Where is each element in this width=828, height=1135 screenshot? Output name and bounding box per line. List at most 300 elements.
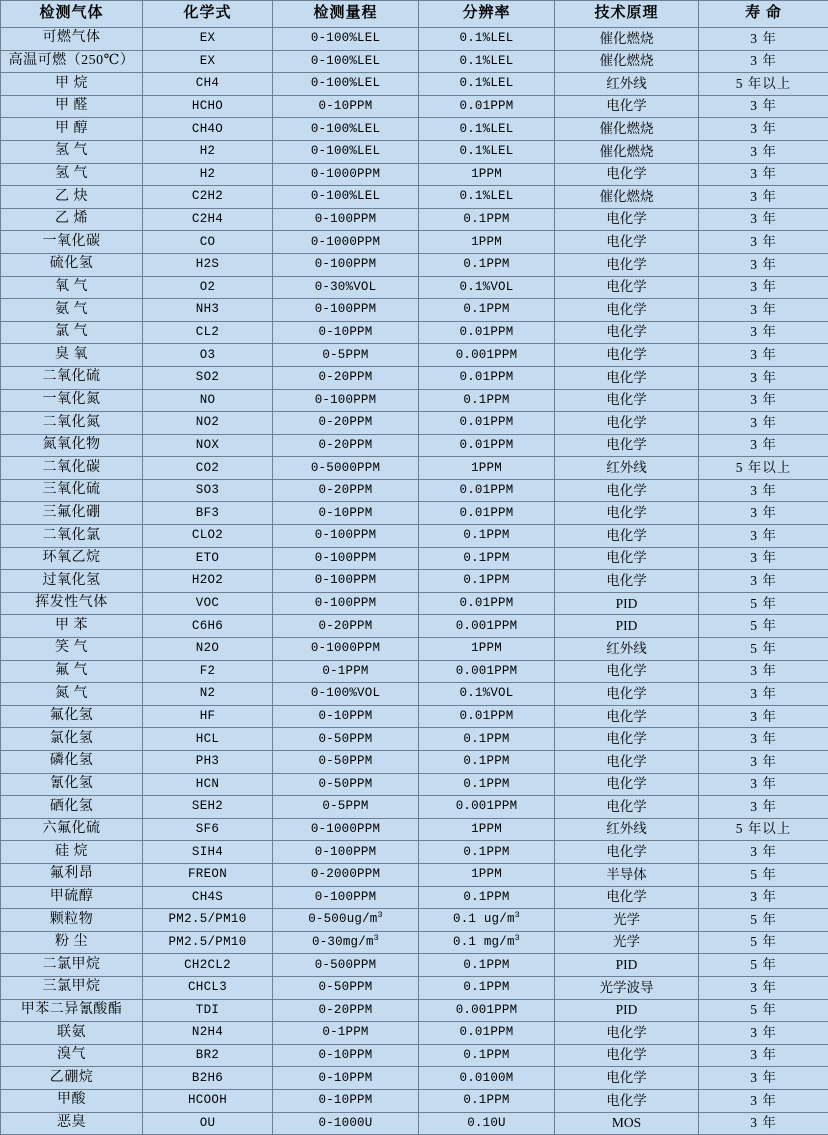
cell-resolution: 0.001PPM	[419, 660, 555, 683]
cell-technology: MOS	[555, 1112, 699, 1135]
table-row	[1, 1022, 828, 1045]
cell-resolution: 0.1PPM	[419, 773, 555, 796]
cell-formula: HCL	[143, 728, 273, 751]
cell-lifetime: 5 年以上	[699, 818, 828, 841]
cell-lifetime: 3 年	[699, 773, 828, 796]
cell-range: 0-20PPM	[273, 366, 419, 389]
cell-range: 0-50PPM	[273, 728, 419, 751]
cell-resolution: 0.01PPM	[419, 705, 555, 728]
table-row	[1, 186, 828, 209]
cell-gas: 二氯甲烷	[1, 954, 143, 977]
cell-lifetime: 3 年	[699, 479, 828, 502]
cell-technology: 半导体	[555, 863, 699, 886]
cell-gas: 三氟化硼	[1, 502, 143, 525]
cell-lifetime: 3 年	[699, 389, 828, 412]
cell-resolution: 0.1PPM	[419, 728, 555, 751]
cell-lifetime: 3 年	[699, 276, 828, 299]
cell-lifetime: 5 年	[699, 592, 828, 615]
cell-lifetime: 3 年	[699, 1089, 828, 1112]
cell-resolution: 0.001PPM	[419, 796, 555, 819]
cell-formula: CL2	[143, 321, 273, 344]
cell-range: 0-500PPM	[273, 954, 419, 977]
cell-range: 0-100PPM	[273, 886, 419, 909]
cell-formula: SEH2	[143, 796, 273, 819]
cell-resolution: 1PPM	[419, 231, 555, 254]
cell-resolution: 0.1PPM	[419, 841, 555, 864]
cell-formula: EX	[143, 50, 273, 73]
cell-formula: BR2	[143, 1044, 273, 1067]
cell-gas: 臭 氧	[1, 344, 143, 367]
cell-resolution: 0.1%LEL	[419, 28, 555, 51]
cell-formula: CH4	[143, 73, 273, 96]
table-row	[1, 728, 828, 751]
column-header-resolution: 分辨率	[419, 1, 555, 28]
table-row	[1, 999, 828, 1022]
table-row	[1, 660, 828, 683]
cell-lifetime: 3 年	[699, 751, 828, 774]
cell-lifetime: 3 年	[699, 163, 828, 186]
cell-lifetime: 5 年	[699, 931, 828, 954]
cell-lifetime: 3 年	[699, 28, 828, 51]
cell-formula: HCHO	[143, 95, 273, 118]
cell-resolution: 0.1%VOL	[419, 276, 555, 299]
cell-lifetime: 3 年	[699, 299, 828, 322]
cell-lifetime: 3 年	[699, 231, 828, 254]
cell-formula: CH2CL2	[143, 954, 273, 977]
cell-technology: 电化学	[555, 705, 699, 728]
table-row	[1, 796, 828, 819]
table-row	[1, 547, 828, 570]
cell-gas: 氮 气	[1, 683, 143, 706]
table-row	[1, 434, 828, 457]
cell-resolution: 0.1PPM	[419, 1089, 555, 1112]
cell-gas: 环氧乙烷	[1, 547, 143, 570]
cell-range: 0-100%LEL	[273, 118, 419, 141]
cell-lifetime: 3 年	[699, 502, 828, 525]
table-row	[1, 73, 828, 96]
cell-resolution: 0.001PPM	[419, 344, 555, 367]
cell-formula: O3	[143, 344, 273, 367]
table-row	[1, 570, 828, 593]
cell-range: 0-20PPM	[273, 479, 419, 502]
cell-technology: 电化学	[555, 502, 699, 525]
cell-gas: 氰化氢	[1, 773, 143, 796]
cell-resolution: 1PPM	[419, 638, 555, 661]
cell-range: 0-100PPM	[273, 525, 419, 548]
cell-technology: 电化学	[555, 231, 699, 254]
cell-range: 0-1000PPM	[273, 818, 419, 841]
cell-range: 0-100PPM	[273, 208, 419, 231]
cell-formula: HF	[143, 705, 273, 728]
cell-range: 0-1000PPM	[273, 163, 419, 186]
cell-range: 0-1000PPM	[273, 231, 419, 254]
column-header-range: 检测量程	[273, 1, 419, 28]
column-header-technology: 技术原理	[555, 1, 699, 28]
cell-range: 0-50PPM	[273, 773, 419, 796]
cell-resolution: 0.01PPM	[419, 434, 555, 457]
cell-gas: 乙 炔	[1, 186, 143, 209]
cell-formula: TDI	[143, 999, 273, 1022]
table-row	[1, 50, 828, 73]
cell-lifetime: 3 年	[699, 841, 828, 864]
cell-formula: CHCL3	[143, 976, 273, 999]
cell-gas: 乙 烯	[1, 208, 143, 231]
cell-gas: 联氨	[1, 1022, 143, 1045]
cell-resolution: 0.001PPM	[419, 999, 555, 1022]
cell-gas: 氟 气	[1, 660, 143, 683]
cell-technology: 电化学	[555, 208, 699, 231]
cell-formula: C6H6	[143, 615, 273, 638]
cell-formula: FREON	[143, 863, 273, 886]
table-row	[1, 751, 828, 774]
cell-formula: B2H6	[143, 1067, 273, 1090]
cell-formula: H2	[143, 140, 273, 163]
cell-range: 0-1PPM	[273, 660, 419, 683]
cell-lifetime: 3 年	[699, 1067, 828, 1090]
cell-range: 0-1000U	[273, 1112, 419, 1135]
cell-formula: PH3	[143, 751, 273, 774]
cell-lifetime: 3 年	[699, 570, 828, 593]
cell-gas: 甲 醇	[1, 118, 143, 141]
cell-resolution: 1PPM	[419, 457, 555, 480]
cell-formula: H2O2	[143, 570, 273, 593]
cell-range: 0-10PPM	[273, 321, 419, 344]
cell-gas: 粉 尘	[1, 931, 143, 954]
cell-lifetime: 3 年	[699, 547, 828, 570]
cell-gas: 笑 气	[1, 638, 143, 661]
table-row	[1, 954, 828, 977]
cell-technology: 电化学	[555, 1067, 699, 1090]
cell-resolution: 0.1PPM	[419, 976, 555, 999]
cell-resolution: 0.001PPM	[419, 615, 555, 638]
cell-technology: 红外线	[555, 638, 699, 661]
cell-technology: 红外线	[555, 73, 699, 96]
cell-technology: 电化学	[555, 751, 699, 774]
cell-formula: N2H4	[143, 1022, 273, 1045]
cell-resolution: 0.1 $ug/m^3$	[419, 909, 555, 932]
cell-gas: 氢 气	[1, 163, 143, 186]
cell-technology: 电化学	[555, 253, 699, 276]
cell-formula: F2	[143, 660, 273, 683]
cell-lifetime: 5 年	[699, 638, 828, 661]
cell-formula: CO	[143, 231, 273, 254]
cell-gas: 硫化氢	[1, 253, 143, 276]
cell-range: 0-1000PPM	[273, 638, 419, 661]
cell-lifetime: 5 年	[699, 909, 828, 932]
cell-technology: 光学	[555, 909, 699, 932]
table-row	[1, 1067, 828, 1090]
cell-resolution: 0.1PPM	[419, 1044, 555, 1067]
cell-formula: NO	[143, 389, 273, 412]
cell-gas: 氯化氢	[1, 728, 143, 751]
cell-resolution: 0.01PPM	[419, 592, 555, 615]
cell-formula: CH4S	[143, 886, 273, 909]
cell-resolution: 0.01PPM	[419, 366, 555, 389]
cell-resolution: 0.1PPM	[419, 751, 555, 774]
cell-range: 0-50PPM	[273, 976, 419, 999]
cell-range: 0-100PPM	[273, 570, 419, 593]
cell-resolution: 0.1%LEL	[419, 140, 555, 163]
cell-formula: CH4O	[143, 118, 273, 141]
cell-gas: 二氧化氯	[1, 525, 143, 548]
cell-gas: 高温可燃（250℃）	[1, 50, 143, 73]
cell-formula: ETO	[143, 547, 273, 570]
cell-range: 0-100PPM	[273, 253, 419, 276]
cell-resolution: 0.1%LEL	[419, 50, 555, 73]
cell-technology: 电化学	[555, 366, 699, 389]
table-row	[1, 773, 828, 796]
cell-formula: C2H2	[143, 186, 273, 209]
cell-range: 0-100PPM	[273, 592, 419, 615]
cell-gas: 乙硼烷	[1, 1067, 143, 1090]
cell-technology: 电化学	[555, 344, 699, 367]
cell-range: 0-10PPM	[273, 1089, 419, 1112]
cell-technology: 催化燃烧	[555, 186, 699, 209]
cell-resolution: 0.10U	[419, 1112, 555, 1135]
cell-gas: 六氟化硫	[1, 818, 143, 841]
cell-range: 0-100%LEL	[273, 186, 419, 209]
cell-formula: SO2	[143, 366, 273, 389]
table-row	[1, 299, 828, 322]
cell-technology: 光学波导	[555, 976, 699, 999]
cell-gas: 挥发性气体	[1, 592, 143, 615]
column-header-lifetime: 寿 命	[699, 1, 828, 28]
cell-gas: 甲苯二异氰酸酯	[1, 999, 143, 1022]
cell-lifetime: 3 年	[699, 1112, 828, 1135]
cell-formula: HCOOH	[143, 1089, 273, 1112]
cell-technology: 电化学	[555, 1089, 699, 1112]
cell-range: 0-100%LEL	[273, 73, 419, 96]
cell-technology: 电化学	[555, 525, 699, 548]
cell-lifetime: 3 年	[699, 366, 828, 389]
cell-technology: 电化学	[555, 841, 699, 864]
table-row	[1, 976, 828, 999]
cell-range: 0-1PPM	[273, 1022, 419, 1045]
table-row	[1, 389, 828, 412]
cell-technology: 电化学	[555, 773, 699, 796]
cell-gas: 硅 烷	[1, 841, 143, 864]
cell-lifetime: 3 年	[699, 321, 828, 344]
cell-gas: 甲酸	[1, 1089, 143, 1112]
cell-technology: 电化学	[555, 683, 699, 706]
cell-formula: EX	[143, 28, 273, 51]
cell-gas: 氢 气	[1, 140, 143, 163]
cell-technology: 电化学	[555, 570, 699, 593]
cell-resolution: 0.1%LEL	[419, 186, 555, 209]
cell-technology: 红外线	[555, 818, 699, 841]
table-row	[1, 818, 828, 841]
cell-technology: PID	[555, 592, 699, 615]
cell-gas: 溴气	[1, 1044, 143, 1067]
cell-formula: HCN	[143, 773, 273, 796]
cell-lifetime: 3 年	[699, 705, 828, 728]
cell-lifetime: 5 年	[699, 863, 828, 886]
cell-resolution: 0.1PPM	[419, 208, 555, 231]
cell-lifetime: 5 年	[699, 999, 828, 1022]
cell-resolution: 0.01PPM	[419, 479, 555, 502]
table-row	[1, 253, 828, 276]
cell-gas: 甲 醛	[1, 95, 143, 118]
cell-gas: 二氧化氮	[1, 412, 143, 435]
cell-formula: PM2.5/PM10	[143, 909, 273, 932]
cell-range: 0-10PPM	[273, 95, 419, 118]
cell-gas: 三氯甲烷	[1, 976, 143, 999]
cell-lifetime: 3 年	[699, 1044, 828, 1067]
cell-resolution: 0.01PPM	[419, 412, 555, 435]
cell-lifetime: 3 年	[699, 525, 828, 548]
cell-resolution: 0.1PPM	[419, 389, 555, 412]
cell-lifetime: 3 年	[699, 683, 828, 706]
cell-technology: 电化学	[555, 1022, 699, 1045]
table-row	[1, 1044, 828, 1067]
cell-resolution: 0.1%LEL	[419, 118, 555, 141]
cell-range: 0-10PPM	[273, 1044, 419, 1067]
cell-resolution: 1PPM	[419, 863, 555, 886]
table-row	[1, 931, 828, 954]
cell-range: 0-100PPM	[273, 299, 419, 322]
cell-range: 0-100PPM	[273, 389, 419, 412]
column-header-formula: 化学式	[143, 1, 273, 28]
cell-formula: OU	[143, 1112, 273, 1135]
cell-formula: NOX	[143, 434, 273, 457]
cell-formula: O2	[143, 276, 273, 299]
cell-range: 0-100%LEL	[273, 28, 419, 51]
cell-formula: SF6	[143, 818, 273, 841]
table-row	[1, 344, 828, 367]
table-row	[1, 321, 828, 344]
table-row	[1, 208, 828, 231]
table-row	[1, 886, 828, 909]
cell-gas: 氧 气	[1, 276, 143, 299]
table-row	[1, 95, 828, 118]
table-row	[1, 863, 828, 886]
cell-technology: PID	[555, 615, 699, 638]
cell-range: 0-50PPM	[273, 751, 419, 774]
table-row	[1, 683, 828, 706]
cell-technology: PID	[555, 999, 699, 1022]
cell-gas: 三氧化硫	[1, 479, 143, 502]
cell-technology: 电化学	[555, 95, 699, 118]
cell-formula: PM2.5/PM10	[143, 931, 273, 954]
cell-technology: 红外线	[555, 457, 699, 480]
cell-gas: 硒化氢	[1, 796, 143, 819]
cell-range: 0-5PPM	[273, 796, 419, 819]
cell-gas: 氮氧化物	[1, 434, 143, 457]
cell-lifetime: 5 年	[699, 954, 828, 977]
table-row	[1, 118, 828, 141]
table-row	[1, 638, 828, 661]
table-row	[1, 909, 828, 932]
cell-range: 0-30%VOL	[273, 276, 419, 299]
cell-resolution: 1PPM	[419, 163, 555, 186]
table-row	[1, 592, 828, 615]
cell-formula: NO2	[143, 412, 273, 435]
cell-range: 0-10PPM	[273, 1067, 419, 1090]
cell-technology: 电化学	[555, 163, 699, 186]
cell-gas: 恶臭	[1, 1112, 143, 1135]
cell-formula: H2	[143, 163, 273, 186]
cell-lifetime: 3 年	[699, 253, 828, 276]
table-row	[1, 140, 828, 163]
cell-technology: 电化学	[555, 389, 699, 412]
cell-range: 0-100%LEL	[273, 50, 419, 73]
cell-formula: N2O	[143, 638, 273, 661]
cell-resolution: 0.1PPM	[419, 954, 555, 977]
table-header-row	[1, 1, 828, 28]
cell-resolution: 0.1PPM	[419, 525, 555, 548]
cell-formula: CLO2	[143, 525, 273, 548]
cell-lifetime: 5 年	[699, 615, 828, 638]
table-row	[1, 28, 828, 51]
cell-lifetime: 3 年	[699, 660, 828, 683]
cell-resolution: 0.01PPM	[419, 95, 555, 118]
cell-gas: 二氧化碳	[1, 457, 143, 480]
cell-technology: 电化学	[555, 547, 699, 570]
cell-lifetime: 3 年	[699, 412, 828, 435]
cell-resolution: 0.01PPM	[419, 321, 555, 344]
cell-range: 0-100PPM	[273, 547, 419, 570]
cell-resolution: 1PPM	[419, 818, 555, 841]
cell-resolution: 0.1PPM	[419, 299, 555, 322]
cell-range: 0-100%VOL	[273, 683, 419, 706]
cell-range: 0-100%LEL	[273, 140, 419, 163]
cell-range: 0-20PPM	[273, 412, 419, 435]
table-body	[1, 28, 828, 1135]
cell-lifetime: 3 年	[699, 208, 828, 231]
table-row	[1, 412, 828, 435]
cell-lifetime: 3 年	[699, 886, 828, 909]
cell-resolution: 0.0100M	[419, 1067, 555, 1090]
cell-lifetime: 3 年	[699, 796, 828, 819]
cell-technology: 电化学	[555, 434, 699, 457]
cell-lifetime: 3 年	[699, 728, 828, 751]
cell-formula: BF3	[143, 502, 273, 525]
table-row	[1, 479, 828, 502]
cell-lifetime: 5 年以上	[699, 457, 828, 480]
cell-range: 0-5000PPM	[273, 457, 419, 480]
cell-lifetime: 3 年	[699, 344, 828, 367]
table-row	[1, 525, 828, 548]
cell-range: 0-10PPM	[273, 502, 419, 525]
cell-formula: H2S	[143, 253, 273, 276]
cell-resolution: 0.1PPM	[419, 886, 555, 909]
table-row	[1, 366, 828, 389]
cell-resolution: 0.01PPM	[419, 502, 555, 525]
cell-gas: 一氧化氮	[1, 389, 143, 412]
cell-technology: 电化学	[555, 1044, 699, 1067]
cell-range: 0-2000PPM	[273, 863, 419, 886]
cell-technology: 电化学	[555, 299, 699, 322]
cell-lifetime: 3 年	[699, 95, 828, 118]
table-row	[1, 163, 828, 186]
cell-resolution: 0.01PPM	[419, 1022, 555, 1045]
cell-formula: CO2	[143, 457, 273, 480]
cell-technology: 电化学	[555, 276, 699, 299]
table-row	[1, 705, 828, 728]
table-row	[1, 1089, 828, 1112]
cell-range: 0-20PPM	[273, 615, 419, 638]
cell-formula: NH3	[143, 299, 273, 322]
cell-formula: SO3	[143, 479, 273, 502]
cell-resolution: 0.1PPM	[419, 547, 555, 570]
cell-gas: 过氧化氢	[1, 570, 143, 593]
cell-formula: N2	[143, 683, 273, 706]
cell-gas: 甲 烷	[1, 73, 143, 96]
cell-lifetime: 3 年	[699, 50, 828, 73]
cell-range: 0-20PPM	[273, 434, 419, 457]
table-row	[1, 231, 828, 254]
cell-range: 0-20PPM	[273, 999, 419, 1022]
